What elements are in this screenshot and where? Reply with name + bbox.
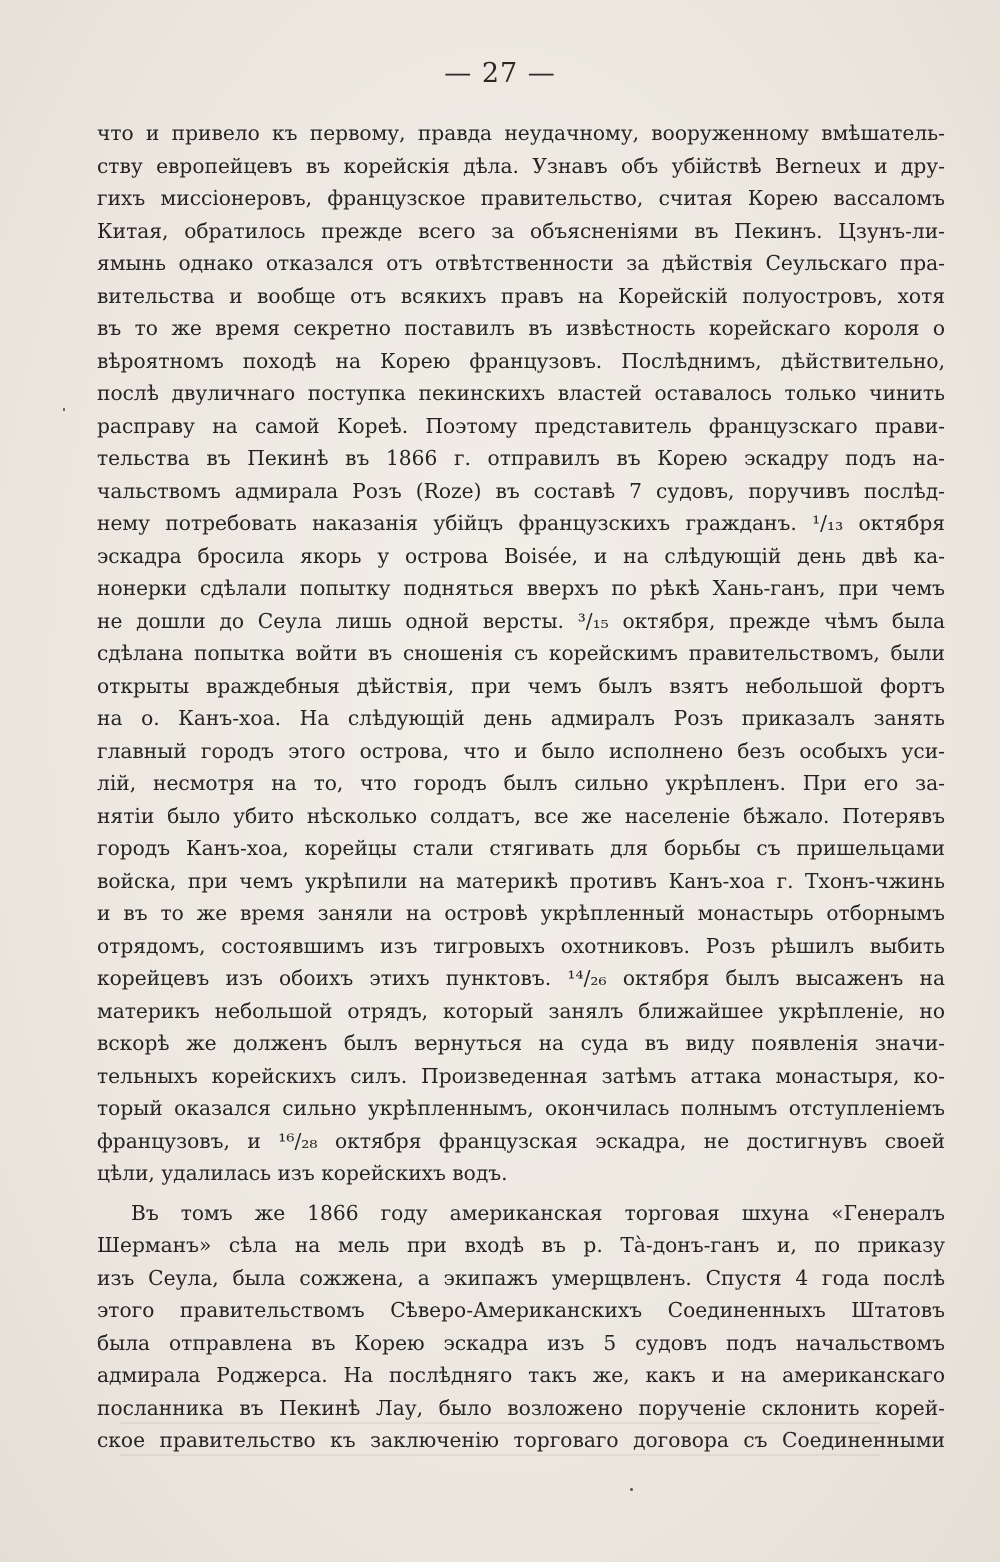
text-line: открыты враждебныя дѣйствія, при чемъ былъ взятъ небольшой фортъ	[97, 673, 945, 698]
show-through-bleed	[120, 1400, 880, 1460]
text-line: ямынь однако отказался отъ отвѣтственности за дѣйствія Сеульскаго пра-	[97, 251, 945, 275]
text-line: городъ Канъ-хоа, корейцы стали стягивать для борьбы съ пришельцами	[97, 836, 945, 860]
text-line: чальствомъ адмирала Розъ (Roze) въ составѣ 7 судовъ, поручивъ послѣд-	[97, 478, 945, 503]
text-line: тельства въ Пекинѣ въ 1866 г. отправилъ въ Корею эскадру подъ на-	[97, 446, 945, 470]
text-line: на о. Канъ-хоа. На слѣдующій день адмиралъ Розъ приказалъ занять	[97, 706, 945, 730]
text-line: изъ Сеула, была сожжена, а экипажъ умерщвленъ. Спустя 4 года послѣ	[97, 1265, 945, 1290]
text-line: вительства и вообще отъ всякихъ правъ на Корейскій полуостровъ, хотя	[97, 283, 945, 308]
paragraph-start-line: Въ томъ же 1866 году американская торговая шхуна «Генералъ	[131, 1200, 945, 1225]
text-line: адмирала Роджерса. На послѣдняго такъ же, какъ и на американскаго	[97, 1363, 945, 1387]
text-line: расправу на самой Кореѣ. Поэтому представитель французскаго прави-	[97, 413, 945, 438]
text-line: торый оказался сильно укрѣпленнымъ, окончилась полнымъ отступленіемъ	[97, 1096, 945, 1120]
text-line: главный городъ этого острова, что и было исполнено безъ особыхъ уси-	[97, 738, 945, 763]
text-line: Шерманъ» сѣла на мель при входѣ въ р. Тà-донъ-ганъ и, по приказу	[97, 1233, 945, 1257]
text-line: материкъ небольшой отрядъ, который занялъ ближайшее укрѣпленіе, но	[97, 998, 945, 1023]
text-line: не дошли до Сеула лишь одной версты. ³/₁₅ октября, прежде чѣмъ была	[97, 608, 945, 633]
text-line: вѣроятномъ походѣ на Корею французовъ. Послѣднимъ, дѣйствительно,	[97, 348, 945, 373]
text-line: Китая, обратилось прежде всего за объясненіями въ Пекинъ. Цзунъ-ли-	[97, 218, 945, 243]
text-line: сдѣлана попытка войти въ сношенія съ корейскимъ правительствомъ, были	[97, 641, 945, 665]
text-line: нятіи было убито нѣсколько солдатъ, все же населеніе бѣжало. Потерявъ	[97, 803, 945, 828]
text-line: и въ то же время заняли на островѣ укрѣпленный монастырь отборнымъ	[97, 901, 945, 925]
text-line: эскадра бросила якорь у острова Boisée, и на слѣдующій день двѣ ка-	[97, 543, 945, 568]
text-line: вскорѣ же долженъ былъ вернуться на суда въ виду появленія значи-	[97, 1031, 945, 1055]
text-line: послѣ двуличнаго поступка пекинскихъ властей оставалось только чинить	[97, 381, 945, 405]
text-line: гихъ миссіонеровъ, французское правительство, считая Корею вассаломъ	[97, 186, 945, 210]
margin-mark	[63, 408, 65, 411]
paragraph-end-line: цѣли, удалилась изъ корейскихъ водъ.	[97, 1161, 508, 1185]
text-line: французовъ, и ¹⁶/₂₈ октября французская эскадра, не достигнувъ своей	[97, 1128, 945, 1153]
text-line: тельныхъ корейскихъ силъ. Произведенная затѣмъ аттака монастыря, ко-	[97, 1063, 945, 1088]
text-line: посланника въ Пекинѣ Лау, было возложено порученіе склонить корей-	[97, 1395, 945, 1420]
body-text	[97, 117, 945, 1457]
page-number: — 27 —	[444, 58, 556, 89]
text-line: войска, при чемъ укрѣпили на материкѣ противъ Канъ-хоа г. Тхонъ-чжинь	[97, 868, 945, 893]
text-line: ское правительство къ заключенію торговаго договора съ Соединенными	[97, 1428, 945, 1452]
text-line: корейцевъ изъ обоихъ этихъ пунктовъ. ¹⁴/₂₆ октября былъ высаженъ на	[97, 966, 945, 990]
stray-ink-dot	[630, 1488, 633, 1491]
text-line: лій, несмотря на то, что городъ былъ сильно укрѣпленъ. При его за-	[97, 771, 945, 795]
text-line: этого правительствомъ Сѣверо-Американскихъ Соединенныхъ Штатовъ	[97, 1298, 945, 1322]
text-line: нонерки сдѣлали попытку подняться вверхъ по рѣкѣ Хань-ганъ, при чемъ	[97, 576, 945, 600]
text-line: была отправлена въ Корею эскадра изъ 5 судовъ подъ начальствомъ	[97, 1330, 945, 1355]
text-line: нему потребовать наказанія убійцъ французскихъ гражданъ. ¹/₁₃ октября	[97, 511, 945, 535]
text-line: въ то же время секретно поставилъ въ извѣстность корейскаго короля о	[97, 316, 945, 340]
text-line: ству европейцевъ въ корейскія дѣла. Узнавъ объ убійствѣ Berneux и дру-	[97, 153, 945, 178]
text-line: отрядомъ, состоявшимъ изъ тигровыхъ охотниковъ. Розъ рѣшилъ выбить	[97, 933, 945, 958]
text-line: что и привело къ первому, правда неудачному, вооруженному вмѣшатель-	[97, 121, 945, 145]
